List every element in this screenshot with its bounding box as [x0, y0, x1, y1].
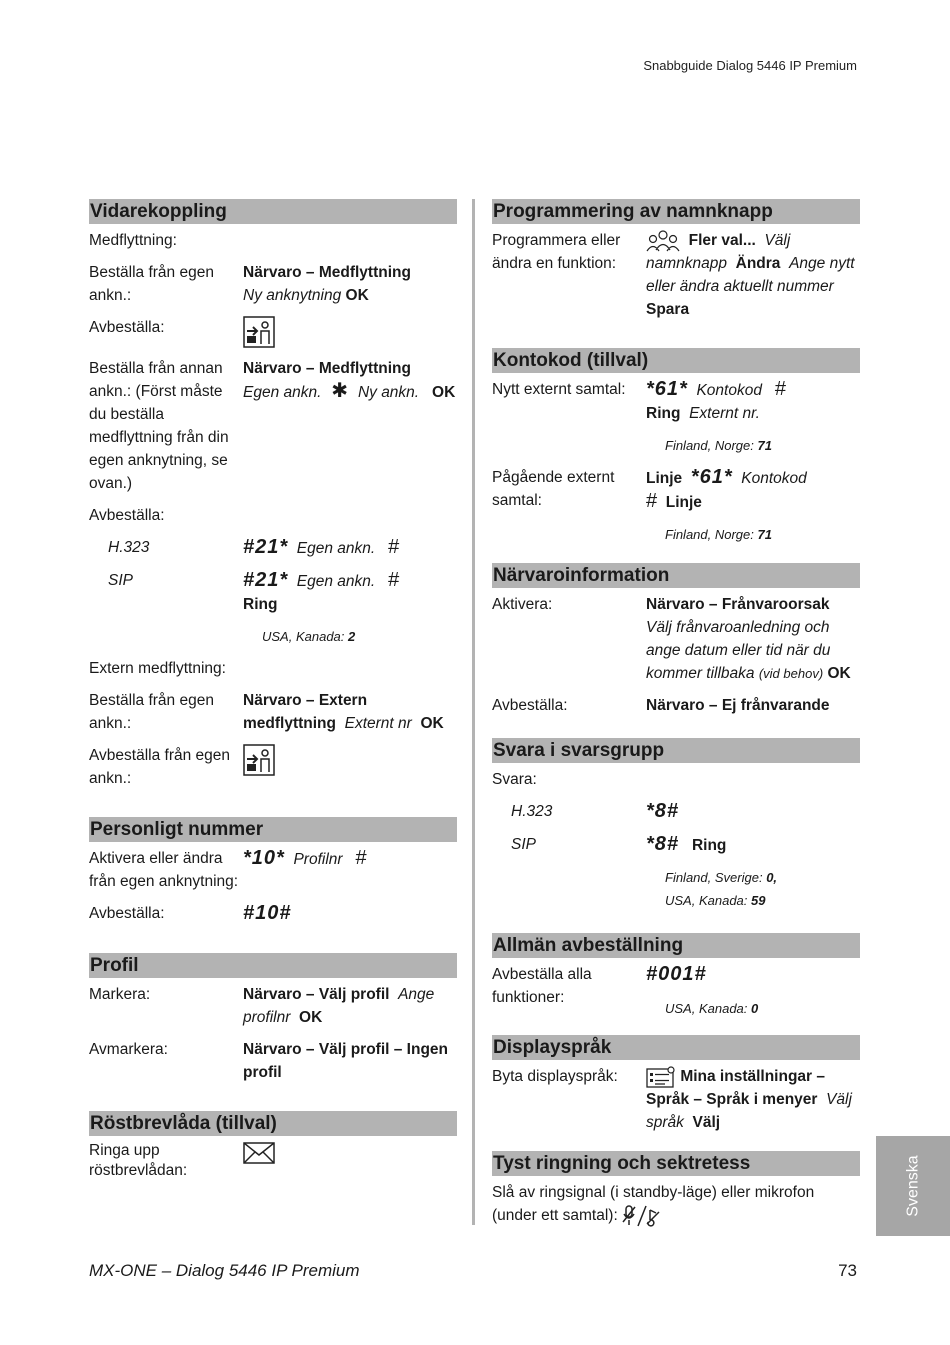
key-code: 21 — [255, 569, 280, 591]
row-avbestalla — [89, 316, 457, 348]
hash-key-icon: # — [243, 902, 256, 924]
star-key-icon: * — [243, 847, 252, 869]
section-title-vidarekoppling: Vidarekoppling — [89, 199, 457, 224]
menu-path: Närvaro – Medflyttning — [243, 360, 411, 377]
input-hint: Ange profilnr — [243, 986, 435, 1026]
ring-key: Ring — [646, 405, 681, 422]
hash-key-icon: # — [646, 963, 659, 985]
menu-path: Närvaro – Frånvaroorsak — [646, 596, 830, 613]
row-avbestalla-alla — [492, 963, 860, 1020]
hash-key-icon: # — [666, 800, 680, 822]
section-title-personligt-nummer: Personligt nummer — [89, 817, 457, 842]
row-bestalla-egen — [89, 261, 457, 307]
running-header: Snabbguide Dialog 5446 IP Premium — [643, 58, 857, 73]
row-bestalla-annan — [89, 357, 457, 495]
envelope-icon — [243, 1142, 275, 1164]
note-value: 2 — [348, 629, 356, 644]
note-value: 71 — [757, 527, 772, 542]
row-sip — [492, 833, 860, 857]
select-key: Välj — [692, 1114, 721, 1131]
key-code: 61 — [654, 378, 680, 400]
key-code: 10 — [255, 902, 280, 924]
hash-key-icon: # — [388, 536, 400, 558]
row-value — [243, 744, 457, 790]
key-code: 8 — [654, 833, 667, 855]
subheading-extern: Extern medflyttning: — [89, 660, 226, 677]
row-label: H.323 — [511, 803, 553, 820]
subheading-svara: Svara: — [492, 771, 537, 788]
row-label: Markera: — [89, 986, 151, 1003]
input-hint: Välj språk — [646, 1091, 852, 1131]
note-finland-norge — [665, 523, 860, 546]
row-programmera — [492, 229, 860, 321]
row-markera — [89, 983, 457, 1029]
ring-key: Ring — [243, 596, 278, 613]
row-value — [646, 833, 860, 857]
input-hint: Externt nr. — [689, 405, 760, 422]
menu-path: Närvaro – Välj profil – Ingen profil — [243, 1041, 449, 1081]
row-label: Avbeställa: — [89, 319, 165, 336]
ok-key: OK — [299, 1009, 323, 1026]
key-code: 21 — [255, 536, 280, 558]
ring-key: Ring — [691, 837, 727, 854]
star-key-icon: * — [279, 536, 289, 558]
line-key: Linje — [665, 494, 702, 511]
row-value — [646, 229, 860, 321]
row-label: Beställa från egen ankn.: — [89, 692, 214, 732]
language-tab-label: Svenska — [904, 1155, 922, 1217]
note-value: 71 — [757, 438, 772, 453]
row-label: Nytt externt samtal: — [492, 381, 626, 398]
row-label: Beställa från egen ankn.: — [89, 264, 214, 304]
input-hint: Egen ankn. — [296, 540, 376, 557]
subheading-avbestalla: Avbeställa: — [89, 507, 165, 524]
note-value: 0, — [766, 870, 778, 885]
section-title-programmering: Programmering av namnknapp — [492, 199, 860, 224]
key-code: 10 — [251, 847, 277, 869]
page-number: 73 — [838, 1261, 857, 1280]
row-value — [243, 1141, 457, 1181]
hash-key-icon: # — [243, 536, 256, 558]
section-title-narvaroinformation: Närvaroinformation — [492, 563, 860, 588]
row-label: Pågående externt samtal: — [492, 469, 615, 509]
contacts-icon — [646, 230, 680, 252]
menu-path: Närvaro – Välj profil — [243, 986, 390, 1003]
note-finland-norge — [665, 434, 860, 457]
section-title-allman-avbestallning: Allmän avbeställning — [492, 933, 860, 958]
input-hint: Välj frånvaroanledning och ange datum eller tid när du kommer tillbaka — [646, 619, 831, 682]
input-hint: Ny anknytning — [243, 287, 342, 304]
row-label: Aktivera eller ändra från egen anknytning: — [89, 850, 239, 890]
row-label: Avbeställa alla funktioner: — [492, 966, 592, 1006]
row-value — [646, 593, 860, 685]
row-label: Byta displayspråk: — [492, 1068, 618, 1085]
row-value — [646, 466, 860, 514]
row-value — [243, 902, 457, 926]
row-label: Avbeställa: — [89, 905, 165, 922]
diversion-key-icon — [243, 744, 275, 776]
footer-title: MX-ONE – Dialog 5446 IP Premium — [89, 1261, 360, 1280]
star-key-icon: * — [723, 466, 733, 488]
hash-key-icon: # — [243, 569, 256, 591]
note-value: 59 — [751, 893, 766, 908]
ok-key: OK — [432, 384, 456, 401]
save-key: Spara — [646, 301, 690, 318]
note-label: Finland, Norge: — [665, 438, 754, 453]
section-title-kontokod: Kontokod (tillval) — [492, 348, 860, 373]
ok-key: OK — [345, 287, 369, 304]
row-label: Aktivera: — [492, 596, 553, 613]
row-label: SIP — [511, 836, 536, 853]
row-extern-avbestalla — [89, 744, 457, 790]
row-aktivera — [89, 847, 457, 893]
tyst-text — [492, 1181, 860, 1228]
star-key-icon: * — [690, 466, 700, 488]
input-hint: Egen ankn. — [296, 573, 376, 590]
input-hint: Välj namnknapp — [646, 232, 791, 272]
row-h323 — [492, 800, 860, 824]
row-value — [646, 1065, 860, 1134]
row-value — [243, 261, 457, 307]
menu-path: Fler val... — [688, 232, 756, 249]
row-label: H.323 — [108, 539, 150, 556]
note-label: USA, Kanada: — [665, 893, 748, 908]
row-avmarkera — [89, 1038, 457, 1084]
star-key-icon: * — [646, 833, 655, 855]
hash-key-icon: # — [666, 833, 680, 855]
row-label: Avbeställa från egen ankn.: — [89, 747, 231, 787]
hash-key-icon: # — [694, 963, 707, 985]
section-title-svarsgrupp: Svara i svarsgrupp — [492, 738, 860, 763]
row-aktivera — [492, 593, 860, 685]
right-column — [492, 199, 860, 1237]
ok-key: OK — [420, 715, 444, 732]
line-key: Linje — [646, 470, 683, 487]
note-value: 0 — [751, 1001, 759, 1016]
input-hint: Externt nr — [344, 715, 412, 732]
section-title-profil: Profil — [89, 953, 457, 978]
column-divider — [472, 199, 475, 1225]
input-hint: Kontokod — [696, 382, 762, 399]
row-value — [243, 847, 457, 893]
row-value — [243, 536, 457, 560]
row-pagaende — [492, 466, 860, 514]
key-code: 61 — [699, 466, 724, 488]
row-value — [243, 689, 457, 735]
row-ringa-upp — [89, 1141, 457, 1181]
row-label: Beställa från annan ankn.: (Först måste du beställa medflyttning från din egen anknytning, se ovan.) — [89, 360, 229, 492]
row-label: SIP — [108, 572, 133, 589]
hash-key-icon: # — [279, 902, 292, 924]
row-value — [646, 963, 860, 1020]
row-value — [243, 569, 457, 616]
star-key-icon: * — [646, 800, 655, 822]
menu-path: Mina inställningar – Språk – Språk i menyer — [646, 1068, 826, 1108]
star-key-icon: * — [276, 847, 285, 869]
star-key-icon: * — [646, 378, 655, 400]
section-title-displaysprak: Displayspråk — [492, 1035, 860, 1060]
input-hint: Ny ankn. — [357, 384, 420, 401]
input-hint: (vid behov) — [758, 666, 824, 681]
input-hint: Kontokod — [741, 470, 807, 487]
mute-icon — [622, 1204, 662, 1228]
diversion-key-icon — [243, 316, 275, 348]
note-usa-kanada — [665, 997, 860, 1020]
section-title-rostbrevlada: Röstbrevlåda (tillval) — [89, 1111, 457, 1136]
row-extern-bestalla — [89, 689, 457, 735]
note-label: USA, Kanada: — [665, 1001, 748, 1016]
row-sip — [89, 569, 457, 616]
row-value — [646, 378, 860, 425]
row-byta-displaysprak — [492, 1065, 860, 1134]
left-column — [89, 199, 457, 1190]
star-key-icon: * — [679, 378, 688, 400]
hash-key-icon: # — [388, 569, 400, 591]
star-key-icon: * — [279, 569, 289, 591]
note-label: USA, Kanada: — [262, 629, 345, 644]
note-label: Finland, Sverige: — [665, 870, 763, 885]
row-value — [243, 983, 457, 1029]
subheading-medflyttning: Medflyttning: — [89, 232, 177, 249]
row-label: Programmera eller ändra en funktion: — [492, 232, 621, 272]
row-h323 — [89, 536, 457, 560]
ok-key: OK — [827, 665, 851, 682]
row-label: Ringa upp röstbrevlådan: — [89, 1142, 188, 1179]
row-value — [243, 316, 457, 348]
hash-key-icon: # — [355, 847, 367, 869]
note-usa-kanada — [262, 625, 457, 648]
instruction-text: Slå av ringsignal (i standby-läge) eller mikrofon (under ett samtal): — [492, 1184, 815, 1225]
row-label: Avbeställa: — [492, 697, 568, 714]
input-hint: Profilnr — [293, 851, 343, 868]
key-code: 001 — [658, 963, 695, 985]
settings-menu-icon — [646, 1066, 676, 1088]
row-label: Avmarkera: — [89, 1041, 168, 1058]
row-value — [646, 800, 860, 824]
row-value — [243, 357, 457, 495]
star-key-icon: ✱ — [325, 380, 354, 402]
hash-key-icon: # — [646, 490, 658, 512]
section-title-tyst-ringning: Tyst ringning och sektretess — [492, 1151, 860, 1176]
menu-path: Ändra — [735, 255, 781, 272]
row-nytt-externt — [492, 378, 860, 425]
menu-path: Närvaro – Extern medflyttning — [243, 692, 368, 732]
hash-key-icon: # — [774, 378, 787, 400]
language-tab — [876, 1136, 950, 1236]
key-code: 8 — [654, 800, 667, 822]
note-svara — [665, 866, 860, 912]
input-hint: Egen ankn. — [243, 384, 322, 401]
menu-path: Närvaro – Medflyttning — [243, 264, 411, 281]
row-avbestalla — [89, 902, 457, 926]
note-label: Finland, Norge: — [665, 527, 754, 542]
row-avbestalla — [492, 694, 860, 717]
input-hint: Ange nytt eller ändra aktuellt nummer — [646, 255, 855, 295]
menu-path: Närvaro – Ej frånvarande — [646, 697, 830, 714]
